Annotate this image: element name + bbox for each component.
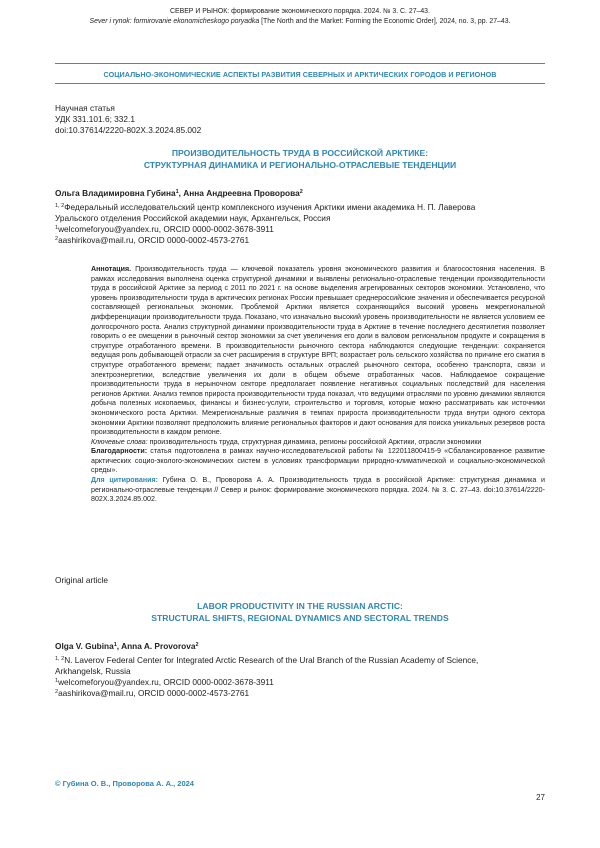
affiliation-en-sup: 1, 2 bbox=[55, 656, 65, 662]
copyright: © Губина О. В., Проворова А. А., 2024 bbox=[55, 779, 194, 788]
running-header bbox=[0, 7, 600, 27]
article-meta-ru bbox=[55, 103, 545, 136]
citation bbox=[91, 476, 545, 505]
affiliation-en-line2: Arkhangelsk, Russia bbox=[55, 666, 131, 676]
journal-citation-en bbox=[0, 17, 600, 27]
abstract-label: Аннотация. bbox=[91, 265, 132, 273]
author-2-en: Anna A. Provorova bbox=[121, 641, 196, 651]
affiliation-ru-line2: Уральского отделения Российской академии наук, Архангельск, Россия bbox=[55, 213, 331, 223]
author-1-en-sup: 1 bbox=[113, 642, 117, 648]
abstract bbox=[91, 265, 545, 438]
title-en-line1: LABOR PRODUCTIVITY IN THE RUSSIAN ARCTIC: bbox=[197, 601, 403, 611]
abstract-text: Производительность труда — ключевой показатель уровня экономического развития и благосостояния населения. В рамках исследования выполнена оценка структурной динамики и выявлены регионально-отраслевые тенденции производительности труда в российской Арктике за период с 2011 по 2021 г. на основе выделения агрегированных секторов экономики. Установлено, что уровень производительности труда в арктических регионах России превышает среднероссийские значения и обеспечивается ресурсной составляющей региональных экономик. Проблемой Арктики является сохраняющийся высокий уровень межрегиональной дифференциации производительности труда. Показано, что изначально высокий уровень производительности не является условием ее долгосрочного роста. Анализ структурной динамики производительности труда в Арктике в течение последнего десятилетия позволяет говорить о ее смещении в рыночный сектор экономики за счет увеличения его доли в валовом региональном продукте и сокращения в структуре отработанного времени. В производительности рыночного сектора наблюдаются следующие тенденции: сохраняется ведущая роль добывающей отрасли за счет расширения в структуре ВРП; возрастает роль сельского хозяйства по причине его сжатия в структуре отработанного времени; падает значимость остальных отраслей рыночного сектора, особенно транспорта, связи и электроэнергетики, вследствие увеличения их доли в общем объеме отработанных часов. Наблюдаемое сокращение производительности труда в нерыночном секторе предполагает появление негативных социальных последствий для населения регионов Арктики. Анализ темпов прироста производительности труда показал, что ведущими отраслями по уровню динамики являются добыча полезных ископаемых, финансы и бизнес-услуги, строительство и торговля, которые можно рассматривать как источники экономического роста Арктики. Межрегиональные различия в темпах прироста производительности труда внутри одного сектора экономики Арктики позволяют предположить влияние региональных факторов и дают основания для поиска уникальных резервов роста производительности в каждом регионе. bbox=[91, 265, 545, 437]
author-2-en-sup: 2 bbox=[195, 642, 199, 648]
email-1-ru: $^1$welcomeforyou@yandex.ru, ORCID 0000-0002-3678-3911 bbox=[55, 224, 274, 234]
author-2-ru: Анна Андреевна Проворова bbox=[183, 188, 300, 198]
authors-ru bbox=[55, 188, 545, 199]
keywords bbox=[91, 438, 545, 448]
title-ru-line2: СТРУКТУРНАЯ ДИНАМИКА И РЕГИОНАЛЬНО-ОТРАСЛЕВЫЕ ТЕНДЕНЦИИ bbox=[143, 160, 457, 170]
acknowledgements-label: Благодарности: bbox=[91, 447, 148, 456]
page-number: 27 bbox=[536, 793, 545, 802]
author-sep-en: , bbox=[116, 641, 122, 651]
title-ru-line1: ПРОИЗВОДИТЕЛЬНОСТЬ ТРУДА В РОССИЙСКОЙ АРКТИКЕ: bbox=[171, 148, 429, 158]
section-title: СОЦИАЛЬНО-ЭКОНОМИЧЕСКИЕ АСПЕКТЫ РАЗВИТИЯ СЕВЕРНЫХ И АРКТИЧЕСКИХ ГОРОДОВ И РЕГИОНОВ bbox=[103, 70, 497, 79]
author-1-en: Olga V. Gubina bbox=[55, 641, 114, 651]
affiliation-ru bbox=[55, 202, 545, 246]
citation-text: Губина О. В., Проворова А. А. Производительность труда в российской Арктике: структурная динамика и регионально-отраслевые тенденции // Север и рынок: формирование экономического порядка. 2024. № 3. С. 27–43. doi:10.37614/2220-802X.3.2024.85.002. bbox=[91, 476, 545, 504]
email-2-en: $^2$aashirikova@mail.ru, ORCID 0000-0002-4573-2761 bbox=[55, 688, 250, 698]
title-en-line2: STRUCTURAL SHIFTS, REGIONAL DYNAMICS AND SECTORAL TRENDS bbox=[151, 613, 449, 623]
abstract-block bbox=[91, 265, 545, 505]
affiliation-en-line1: $^{1, 2}$N. Laverov Federal Center for Integrated Arctic Research of the Ural Branch of the Russian Academy of Science, bbox=[55, 655, 479, 665]
author-sep-ru: , bbox=[178, 188, 184, 198]
keywords-text: производительность труда, структурная динамика, регионы российской Арктики, отрасли экономики bbox=[147, 437, 482, 446]
keywords-label: Ключевые слова: bbox=[91, 437, 148, 446]
doi: doi:10.37614/2220-802X.3.2024.85.002 bbox=[55, 125, 202, 135]
journal-transliterated-title: Sever i rynok: formirovanie ekonomicheskogo poryadka bbox=[89, 18, 260, 25]
affiliation-ru-line1: $^{1, 2}$Федеральный исследовательский центр комплексного изучения Арктики имени академика Н. П. Лаверова bbox=[55, 202, 476, 212]
header-rule-top bbox=[55, 63, 545, 64]
citation-label: Для цитирования: bbox=[91, 476, 158, 485]
acknowledgements bbox=[91, 447, 545, 476]
article-type-ru: Научная статья bbox=[55, 103, 115, 113]
udk: УДК 331.101.6; 332.1 bbox=[55, 114, 135, 124]
affiliation-ru-sup: 1, 2 bbox=[55, 203, 65, 209]
affiliation-en bbox=[55, 655, 545, 699]
acknowledgements-text: статья подготовлена в рамках научно-исследовательской работы № 122011800415-9 «Сбалансированное развитие арктических социо-эколого-экономических систем в условиях трансформации природно-климатической и социально-экономической среды». bbox=[91, 447, 545, 475]
email-2-ru: $^2$aashirikova@mail.ru, ORCID 0000-0002-4573-2761 bbox=[55, 235, 250, 245]
title-en bbox=[0, 600, 600, 624]
title-ru bbox=[0, 147, 600, 171]
article-type-en: Original article bbox=[55, 575, 109, 585]
journal-citation-en-rest: [The North and the Market: Forming the Economic Order], 2024, no. 3, pp. 27–43. bbox=[259, 18, 511, 25]
journal-citation-ru: СЕВЕР И РЫНОК: формирование экономического порядка. 2024. № 3. С. 27–43. bbox=[170, 8, 430, 15]
author-1-ru: Ольга Владимировна Губина bbox=[55, 188, 176, 198]
header-rule-bottom bbox=[55, 83, 545, 84]
authors-en bbox=[55, 641, 545, 652]
author-1-ru-sup: 1 bbox=[175, 189, 179, 195]
email-1-en: $^1$welcomeforyou@yandex.ru, ORCID 0000-0002-3678-3911 bbox=[55, 677, 274, 687]
author-2-ru-sup: 2 bbox=[299, 189, 303, 195]
